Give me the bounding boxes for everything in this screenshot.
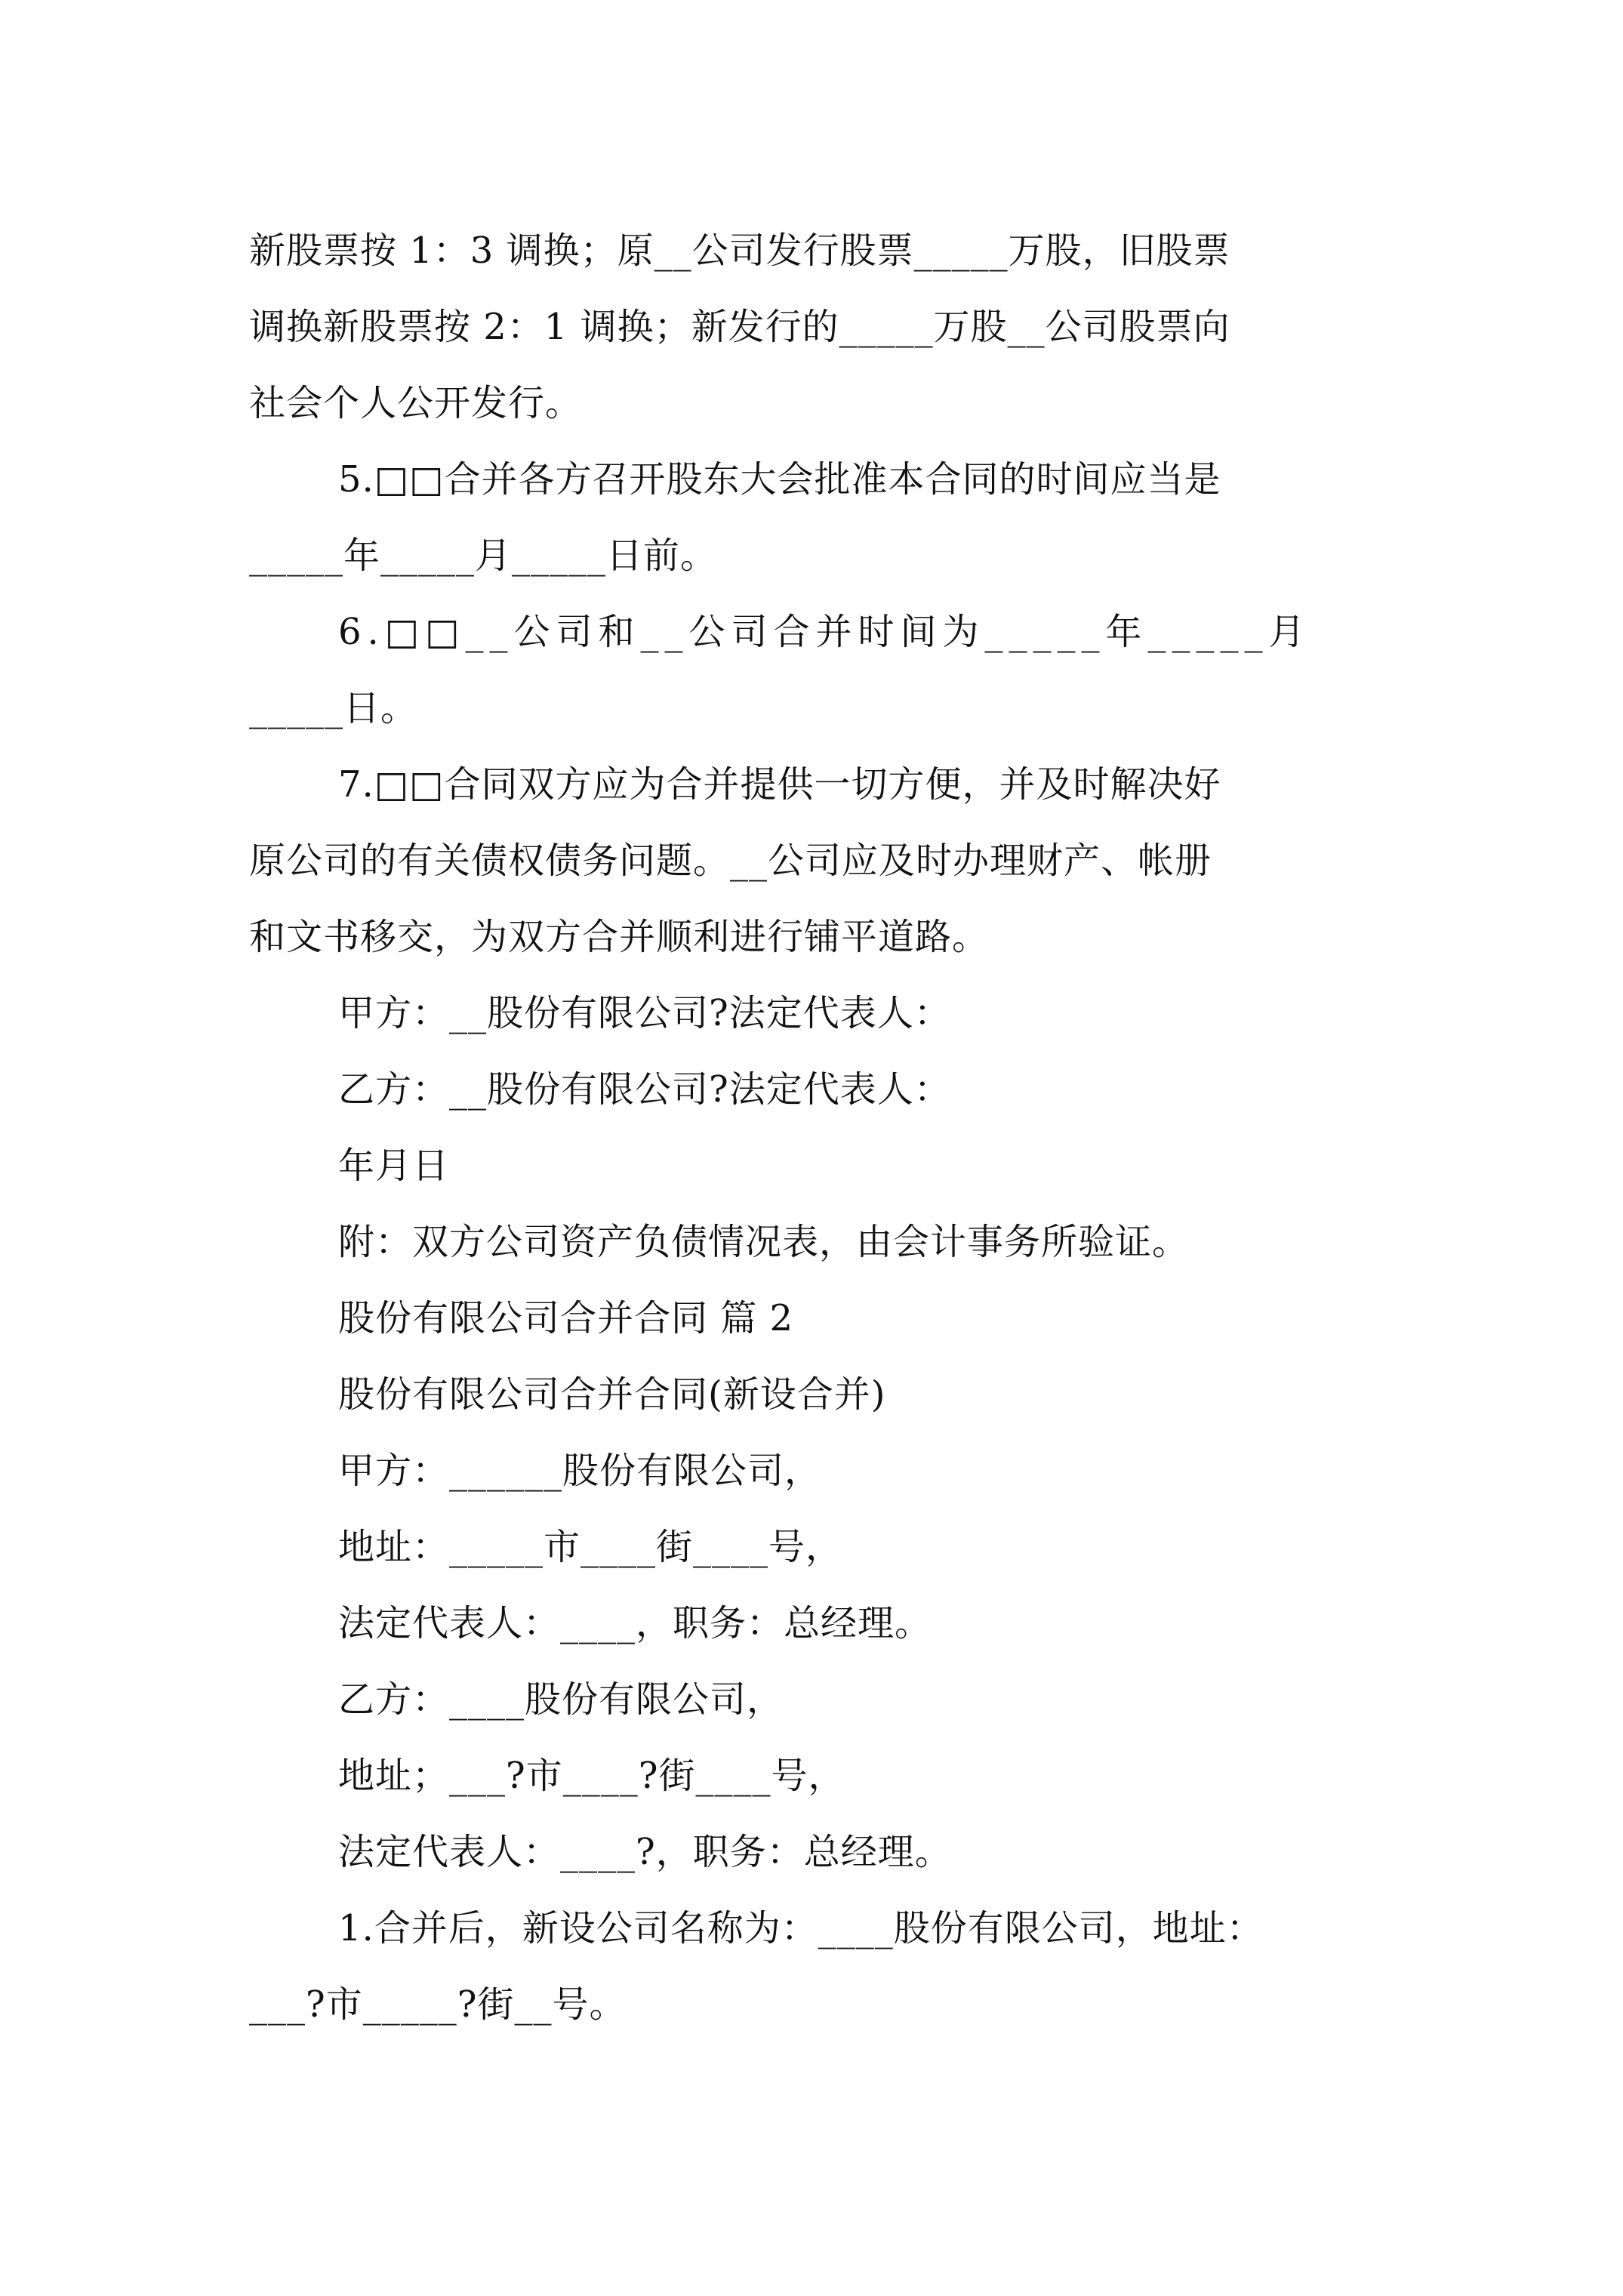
paragraph-clause-7: [249, 747, 1381, 975]
text-line: 新股票按 1：3 调换；原__公司发行股票_____万股，旧股票: [249, 230, 1230, 272]
text-line: 法定代表人：____，职务：总经理。: [338, 1602, 932, 1644]
party-a-name: [249, 1433, 1381, 1509]
party-a-address: [249, 1509, 1381, 1586]
text-line: 乙方：__股份有限公司?法定代表人：: [338, 1068, 951, 1111]
text-line: _____年_____月_____日前。: [249, 535, 718, 577]
text-line: 6.□□__公司和__公司合并时间为_____年_____月: [338, 611, 1311, 653]
text-line: _____日。: [249, 687, 418, 729]
text-line: 地址；___?市____?街____号，: [338, 1755, 845, 1797]
text-line: 乙方：____股份有限公司，: [338, 1678, 784, 1721]
text-line: ___?市_____?街__号。: [249, 1983, 627, 2026]
text-line: 甲方：______股份有限公司，: [338, 1450, 822, 1492]
party-b-representative: [249, 1814, 1381, 1891]
text-line: 5.□□合并各方召开股东大会批准本合同的时间应当是: [338, 458, 1221, 501]
party-a-representative: [249, 1586, 1381, 1662]
paragraph-clause-5: [249, 442, 1381, 594]
text-line: 年月日: [338, 1145, 450, 1187]
text-line: 股份有限公司合并合同(新设合并): [338, 1373, 886, 1416]
date-line: [249, 1128, 1381, 1204]
paragraph-share-exchange: [249, 213, 1381, 442]
section-heading: [249, 1281, 1381, 1357]
text-line: 甲方：__股份有限公司?法定代表人：: [338, 992, 951, 1034]
text-line: 法定代表人：____?，职务：总经理。: [338, 1831, 952, 1873]
text-line: 1.合并后，新设公司名称为：____股份有限公司，地址：: [338, 1907, 1264, 1949]
paragraph-clause-6: [249, 594, 1381, 747]
attachment-note: [249, 1204, 1381, 1281]
paragraph-clause-1: [249, 1891, 1381, 2043]
document-body: [249, 213, 1381, 2043]
text-line: 原公司的有关债权债务问题。__公司应及时办理财产、帐册: [249, 840, 1212, 882]
party-b-address: [249, 1738, 1381, 1814]
text-line: 社会个人公开发行。: [249, 382, 583, 424]
text-line: 股份有限公司合并合同 篇 2: [338, 1297, 794, 1339]
party-b-name: [249, 1662, 1381, 1738]
text-line: 和文书移交，为双方合并顺利进行铺平道路。: [249, 916, 990, 958]
party-b-signature-line: [249, 1052, 1381, 1128]
text-line: 附：双方公司资产负债情况表，由会计事务所验证。: [338, 1221, 1190, 1263]
text-line: 地址：_____市____街____号，: [338, 1526, 843, 1568]
text-line: 调换新股票按 2：1 调换；新发行的_____万股__公司股票向: [249, 306, 1230, 348]
contract-title: [249, 1357, 1381, 1433]
text-line: 7.□□合同双方应为合并提供一切方便，并及时解决好: [338, 763, 1221, 806]
party-a-signature-line: [249, 975, 1381, 1052]
